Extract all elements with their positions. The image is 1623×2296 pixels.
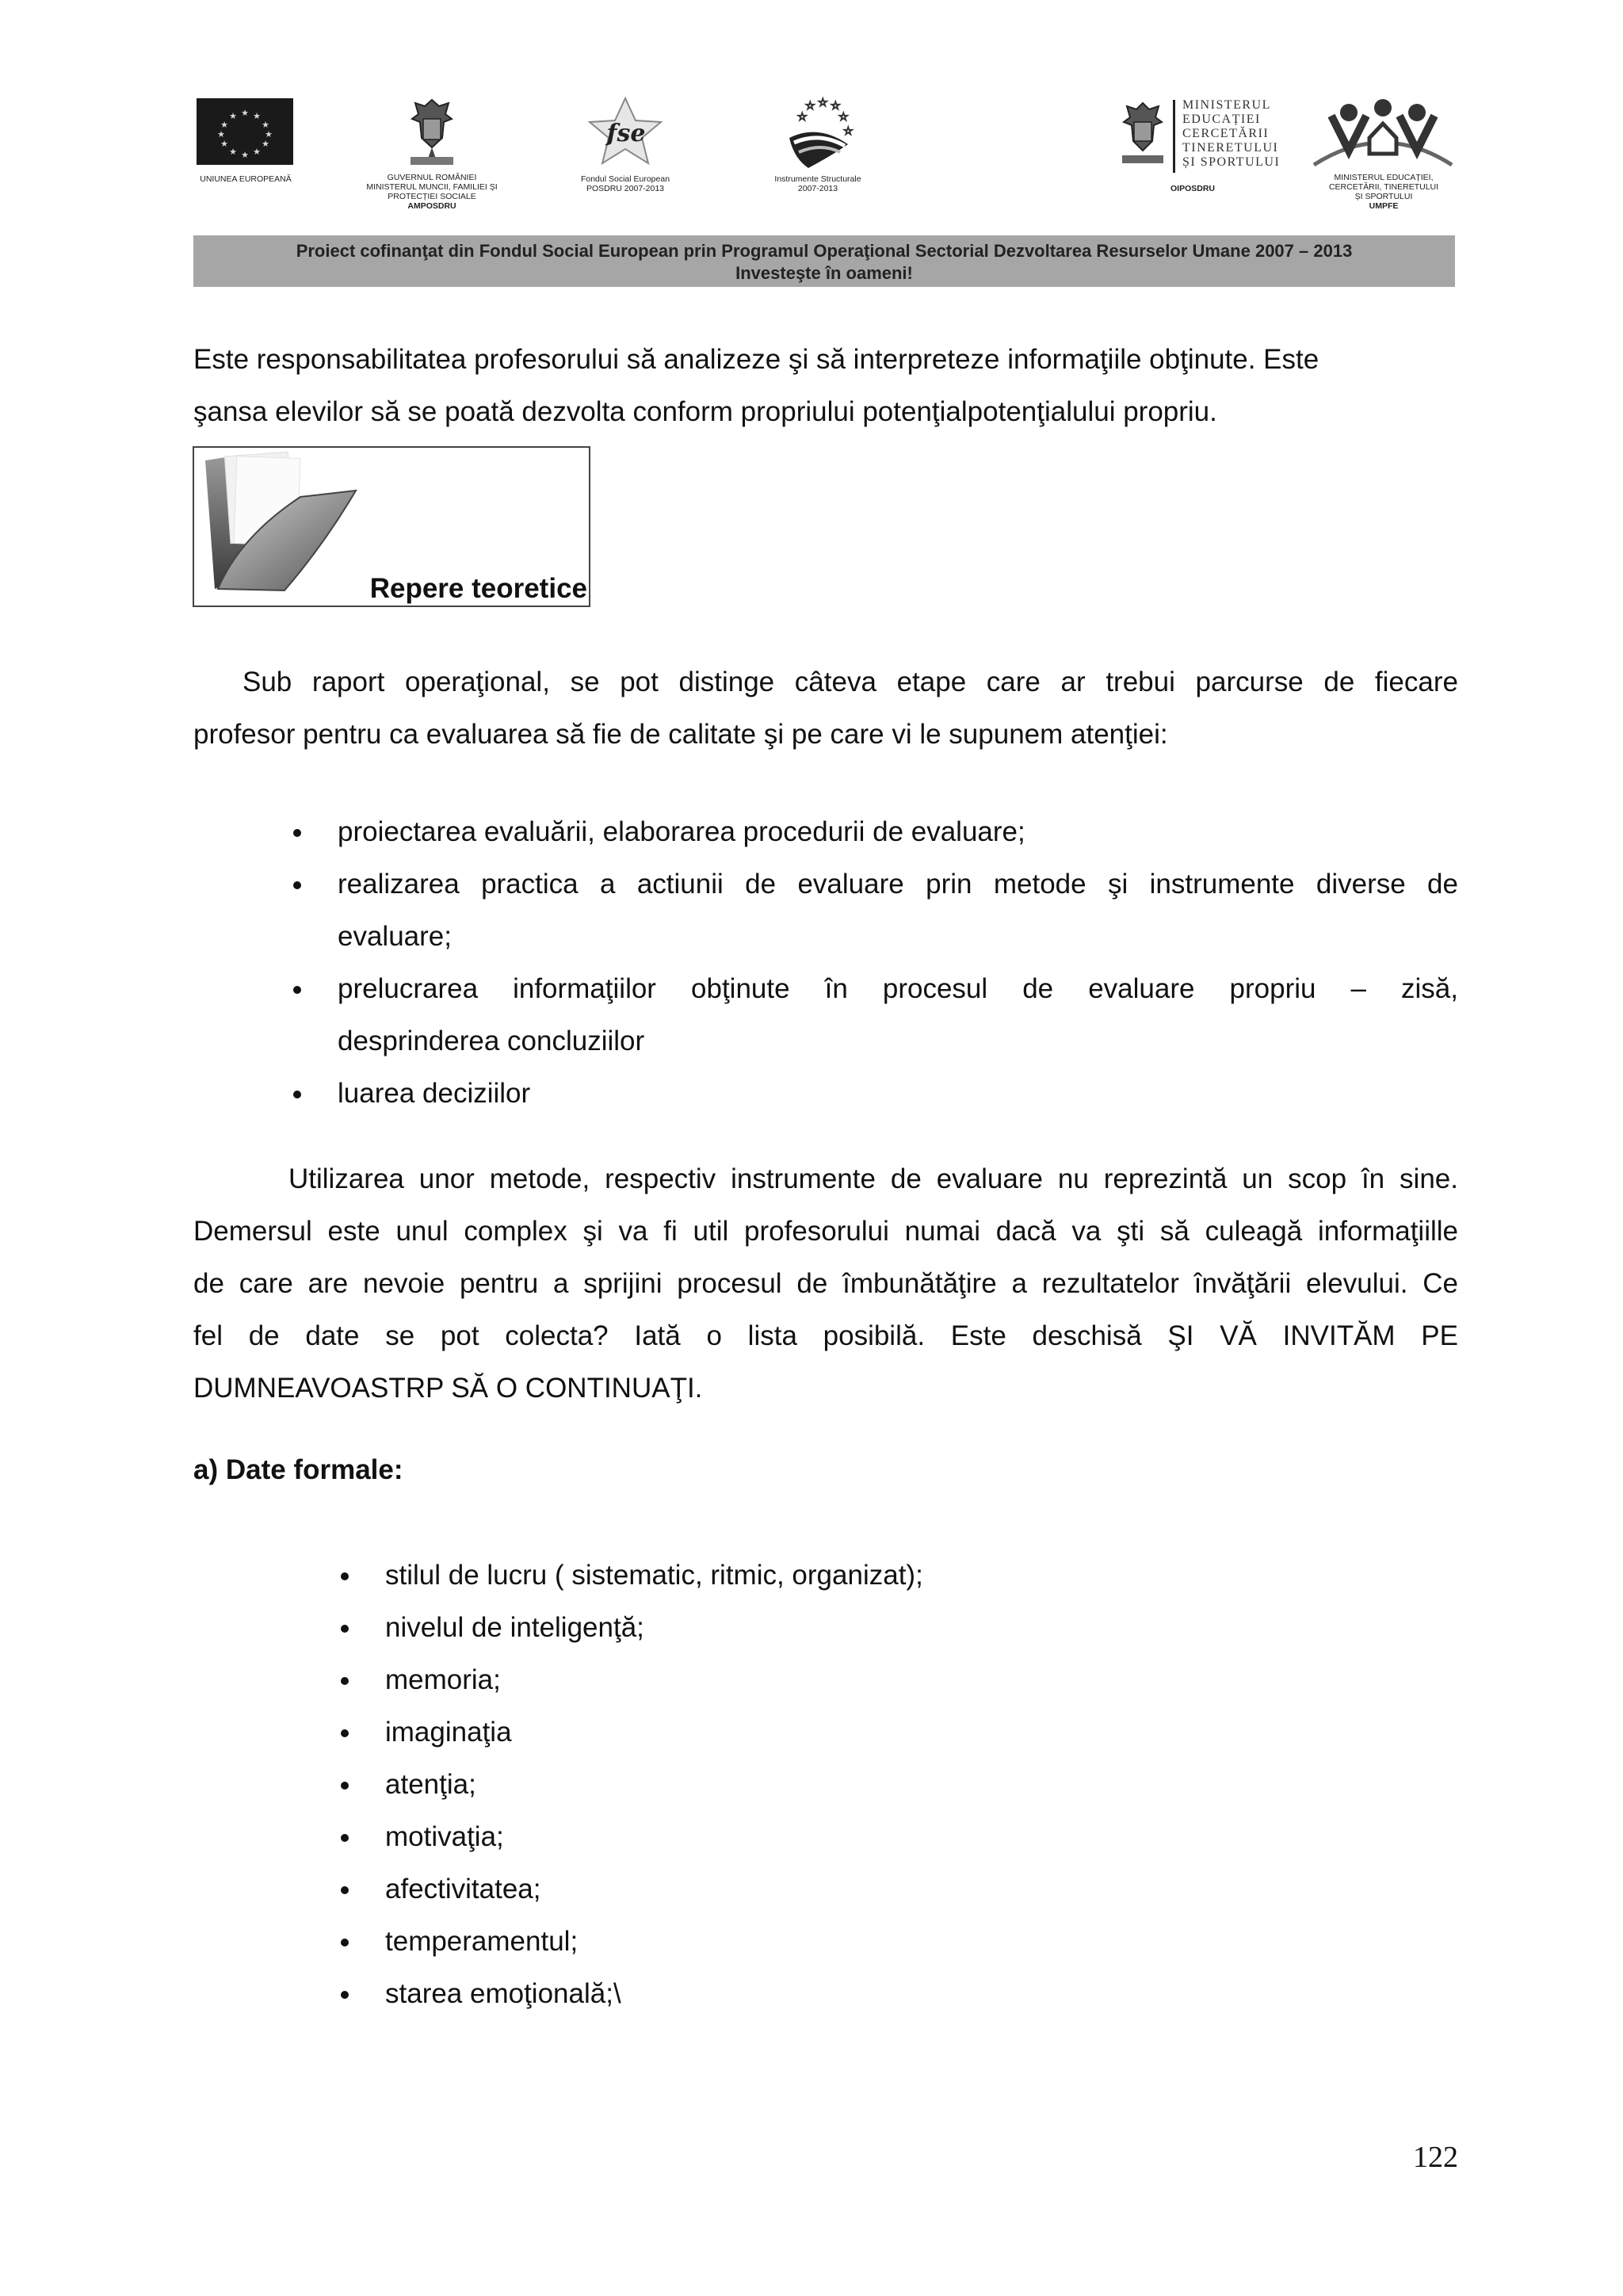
bullet-icon xyxy=(341,1572,349,1580)
svg-text:★: ★ xyxy=(241,150,249,160)
intro-paragraph xyxy=(193,334,1458,438)
structural-caption-line: 2007-2013 xyxy=(797,184,838,193)
fse-caption-line: Fondul Social European xyxy=(580,174,670,184)
svg-text:☆: ☆ xyxy=(843,125,854,138)
list-item-text: imaginaţia xyxy=(385,1717,512,1748)
romania-caption-line: GUVERNUL ROMÂNIEI xyxy=(387,173,477,182)
svg-text:★: ★ xyxy=(229,111,237,121)
project-banner xyxy=(193,235,1455,287)
structural-caption xyxy=(753,174,883,193)
bullet-icon xyxy=(293,1091,301,1098)
list-item-text: temperamentul; xyxy=(385,1926,579,1957)
list-item-text: stilul de lucru ( sistematic, ritmic, organizat); xyxy=(385,1560,923,1591)
list-item-text: nivelul de inteligenţă; xyxy=(385,1612,644,1643)
svg-text:★: ★ xyxy=(229,147,237,157)
svg-text:fse: fse xyxy=(606,120,646,147)
list-item xyxy=(338,806,1458,858)
umpfe-caption-line: CERCETĂRII, TINERETULUI xyxy=(1328,182,1439,192)
eu-caption xyxy=(182,174,309,184)
ministry-name-line: CERCETĂRII xyxy=(1182,127,1270,140)
list-item-text: desprinderea concluziilor xyxy=(338,1026,645,1056)
structural-instruments-icon xyxy=(777,95,859,171)
bullet-icon xyxy=(293,986,301,994)
bullet-icon xyxy=(341,1939,349,1946)
svg-text:★: ★ xyxy=(262,120,269,130)
coat-of-arms-icon xyxy=(407,95,456,168)
banner-slogan: Investeşte în oameni! xyxy=(735,263,913,283)
list-item-text: atenţia; xyxy=(385,1769,476,1800)
svg-text:★: ★ xyxy=(253,111,261,121)
ministry-caption xyxy=(1125,184,1260,193)
list-item xyxy=(385,1968,621,2020)
umpfe-caption-line: UMPFE xyxy=(1369,201,1399,211)
ministry-name-line: TINERETULUI xyxy=(1182,141,1279,155)
text-line: Este responsabilitatea profesorului să analizeze şi să interpreteze informaţiile obţinute. Este xyxy=(193,344,1319,375)
svg-text:★: ★ xyxy=(253,147,261,157)
bullet-icon xyxy=(341,1729,349,1737)
eu-flag-logo xyxy=(197,98,293,169)
list-item xyxy=(385,1549,923,1602)
bullet-icon xyxy=(341,1677,349,1685)
paragraph-etape xyxy=(193,656,1458,761)
svg-text:☆: ☆ xyxy=(805,100,815,113)
structural-caption-line: Instrumente Structurale xyxy=(774,174,861,184)
structural-logo xyxy=(777,95,859,175)
umpfe-logo xyxy=(1309,97,1457,177)
fse-star-icon xyxy=(582,95,669,166)
bullet-icon xyxy=(341,1625,349,1633)
umpfe-caption-line: ȘI SPORTULUI xyxy=(1354,192,1413,201)
romania-caption-line: PROTECȚIEI SOCIALE xyxy=(388,192,476,201)
list-item-text: luarea deciziilor xyxy=(338,1078,531,1109)
umpfe-caption xyxy=(1304,173,1463,211)
list-item-text: motivaţia; xyxy=(385,1821,504,1852)
list-item-text: evaluare; xyxy=(338,921,452,952)
ministry-coat-icon xyxy=(1119,98,1167,166)
fse-caption-line: POSDRU 2007-2013 xyxy=(586,184,665,193)
list-item-text: memoria; xyxy=(385,1664,501,1695)
subheading-date-formale: a) Date formale: xyxy=(193,1454,403,1485)
svg-text:★: ★ xyxy=(217,129,225,139)
list-item xyxy=(385,1654,501,1706)
svg-text:☆: ☆ xyxy=(797,111,808,124)
ministry-name-line: ȘI SPORTULUI xyxy=(1182,155,1281,169)
svg-text:★: ★ xyxy=(220,120,228,130)
text-line: DUMNEAVOASTRP SĂ O CONTINUAŢI. xyxy=(193,1373,703,1404)
bullet-icon xyxy=(293,881,301,889)
fse-caption xyxy=(558,174,693,193)
list-item xyxy=(338,858,1458,963)
text-line: Sub raport operaţional, se pot distinge câteva etape care ar trebui parcurse de fiecare xyxy=(242,667,1458,697)
folder-icon xyxy=(197,449,380,600)
list-item xyxy=(385,1706,512,1759)
romania-coat-logo xyxy=(407,95,456,172)
list-item-text: realizarea practica a actiunii de evaluare prin metode şi instrumente diverse de xyxy=(338,869,1458,900)
list-item xyxy=(385,1602,644,1654)
ministry-name-line: MINISTERUL xyxy=(1182,98,1271,112)
text-line: Demersul este unul complex şi va fi util profesorului numai dacă va şti să culeagă informaţiille xyxy=(193,1216,1458,1247)
section-title: Repere teoretice xyxy=(369,573,587,604)
page-number: 122 xyxy=(1413,2141,1458,2174)
text-line: Utilizarea unor metode, respectiv instrumente de evaluare nu reprezintă un scop în sine. xyxy=(288,1163,1458,1194)
list-item-text: proiectarea evaluării, elaborarea procedurii de evaluare; xyxy=(338,816,1025,847)
list-item xyxy=(385,1811,504,1863)
umpfe-caption-line: MINISTERUL EDUCAȚIEI, xyxy=(1334,173,1434,182)
eu-flag-icon xyxy=(197,98,293,165)
list-item xyxy=(385,1863,541,1916)
list-item xyxy=(338,963,1458,1068)
fse-logo xyxy=(582,95,669,170)
ministry-logo xyxy=(1119,98,1167,170)
ministry-vertical-bar xyxy=(1173,100,1175,173)
text-line: profesor pentru ca evaluarea să fie de calitate şi pe care vi le supunem atenţiei: xyxy=(193,719,1168,750)
svg-text:★: ★ xyxy=(241,108,249,118)
list-item xyxy=(385,1759,476,1811)
text-line: de care are nevoie pentru a sprijini procesul de îmbunătăţire a rezultatelor învăţării elevului. Ce xyxy=(193,1268,1458,1299)
svg-text:★: ★ xyxy=(262,139,269,149)
romania-caption-line: MINISTERUL MUNCII, FAMILIEI ȘI xyxy=(366,182,498,192)
romania-caption-line: AMPOSDRU xyxy=(407,201,456,211)
ministry-caption-line: OIPOSDRU xyxy=(1170,184,1215,193)
umpfe-people-icon xyxy=(1309,97,1457,173)
list-item-text: starea emoţională;\ xyxy=(385,1978,621,2009)
ministry-name xyxy=(1182,98,1293,170)
bullet-icon xyxy=(341,1886,349,1894)
paragraph-metode xyxy=(193,1153,1458,1415)
banner-line: Proiect cofinanţat din Fondul Social European prin Programul Operaţional Sectorial Dezvoltarea Resurselor Umane 2007 – 2013 xyxy=(296,241,1353,261)
svg-text:★: ★ xyxy=(220,139,228,149)
svg-text:☆: ☆ xyxy=(838,111,849,124)
list-item xyxy=(385,1916,578,1968)
bullet-icon xyxy=(341,1834,349,1842)
svg-text:☆: ☆ xyxy=(818,97,828,109)
bullet-icon xyxy=(341,1782,349,1790)
eu-caption-line: UNIUNEA EUROPEANĂ xyxy=(200,174,292,184)
romania-caption xyxy=(349,173,515,211)
svg-text:☆: ☆ xyxy=(831,100,841,113)
list-item-text: afectivitatea; xyxy=(385,1874,541,1904)
bullet-icon xyxy=(293,829,301,837)
ministry-name-line: EDUCAȚIEI xyxy=(1182,113,1261,126)
svg-text:★: ★ xyxy=(265,129,273,139)
bullet-icon xyxy=(341,1991,349,1999)
list-item-text: prelucrarea informaţiilor obţinute în procesul de evaluare propriu – zisă, xyxy=(338,973,1458,1004)
section-box xyxy=(193,446,590,607)
text-line: şansa elevilor să se poată dezvolta conform propriului potenţialpotenţialului propriu. xyxy=(193,396,1217,427)
list-item xyxy=(338,1068,1458,1120)
text-line: fel de date se pot colecta? Iată o lista posibilă. Este deschisă ŞI VĂ INVITĂM PE xyxy=(193,1320,1458,1351)
